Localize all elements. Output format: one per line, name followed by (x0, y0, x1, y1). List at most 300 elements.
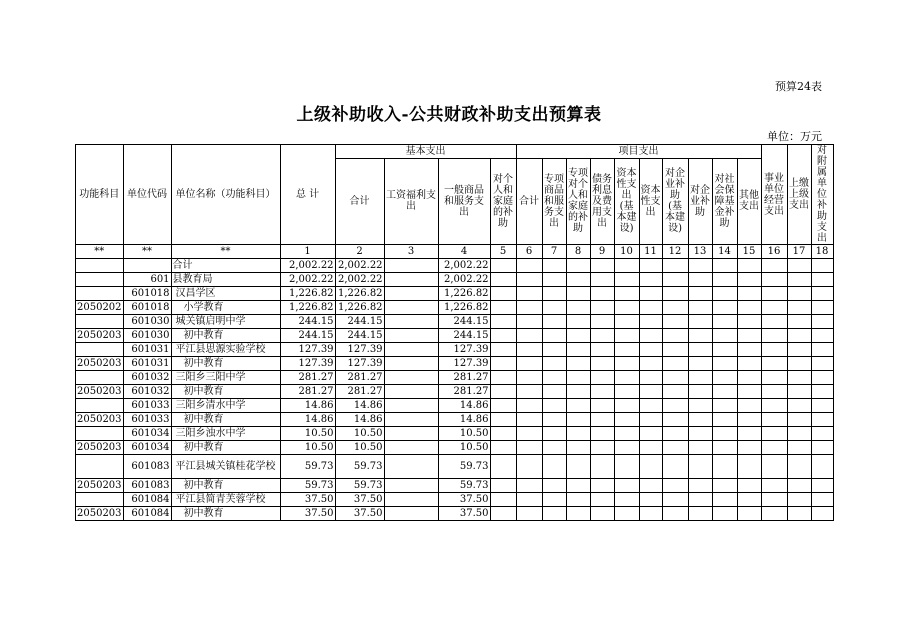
empty-cell (566, 371, 590, 385)
goods-services-cell: 2,002.22 (438, 273, 490, 287)
unit-code-cell: 601032 (123, 385, 171, 399)
total-cell: 14.86 (280, 413, 335, 427)
empty-cell (811, 479, 833, 493)
table-row (76, 413, 834, 427)
index-cell: ** (171, 245, 280, 259)
basic-total-cell: 281.27 (335, 385, 384, 399)
empty-cell (737, 427, 761, 441)
unit-name-cell: 初中教育 (171, 441, 280, 455)
header-basic: 基本支出 (335, 145, 516, 159)
empty-cell (590, 343, 614, 357)
empty-cell (639, 507, 662, 521)
unit-code-cell: 601084 (123, 507, 171, 521)
empty-cell (490, 301, 516, 315)
empty-cell (761, 441, 787, 455)
empty-cell (590, 479, 614, 493)
empty-cell (662, 427, 688, 441)
empty-cell (590, 441, 614, 455)
header-func: 功能科目 (76, 145, 124, 245)
empty-cell (662, 455, 688, 479)
empty-cell (490, 427, 516, 441)
unit-name-cell: 平江县城关镇桂花学校 (171, 455, 280, 479)
empty-cell (542, 259, 566, 273)
empty-cell (712, 441, 737, 455)
empty-cell (490, 371, 516, 385)
empty-cell (516, 315, 542, 329)
unit-code-cell: 601083 (123, 479, 171, 493)
empty-cell (787, 427, 811, 441)
unit-name-cell: 三阳乡清水中学 (171, 399, 280, 413)
empty-cell (590, 385, 614, 399)
empty-cell (516, 259, 542, 273)
func-code-cell: 2050203 (77, 480, 122, 491)
index-cell: 14 (712, 245, 737, 259)
index-cell: 18 (811, 245, 833, 259)
empty-cell (688, 315, 712, 329)
empty-cell (590, 427, 614, 441)
empty-cell (566, 479, 590, 493)
header-tail-1: 事业单位经营支出 (761, 145, 787, 245)
empty-cell (688, 493, 712, 507)
empty-cell (516, 385, 542, 399)
empty-cell (787, 343, 811, 357)
index-cell: ** (76, 245, 124, 259)
empty-cell (712, 385, 737, 399)
empty-cell (662, 493, 688, 507)
basic-total-cell: 37.50 (335, 493, 384, 507)
unit-code-cell: 601030 (123, 329, 171, 343)
empty-cell (712, 273, 737, 287)
index-cell: 5 (490, 245, 516, 259)
empty-cell (688, 479, 712, 493)
header-tail-3: 对附属单位补助支出 (811, 145, 833, 245)
header-project-sub: 债务利息及费用支出 (590, 158, 614, 244)
table-row (76, 507, 834, 521)
basic-total-cell: 1,226.82 (335, 287, 384, 301)
empty-cell (712, 329, 737, 343)
empty-cell (516, 343, 542, 357)
empty-cell (761, 259, 787, 273)
unit-name-cell: 初中教育 (171, 385, 280, 399)
table-row (76, 259, 834, 273)
index-cell: 4 (438, 245, 490, 259)
table-row (76, 441, 834, 455)
empty-cell (761, 301, 787, 315)
goods-services-cell: 10.50 (438, 441, 490, 455)
unit-name-cell: 合计 (171, 259, 280, 273)
goods-services-cell: 281.27 (438, 385, 490, 399)
empty-cell (614, 329, 639, 343)
empty-cell (688, 427, 712, 441)
empty-cell (516, 441, 542, 455)
empty-cell (542, 493, 566, 507)
empty-cell (761, 413, 787, 427)
table-row (76, 427, 834, 441)
table-row (76, 385, 834, 399)
func-code-cell (76, 399, 124, 413)
empty-cell (516, 273, 542, 287)
empty-cell (516, 455, 542, 479)
empty-cell (639, 441, 662, 455)
empty-cell (490, 413, 516, 427)
unit-name-cell: 初中教育 (171, 329, 280, 343)
unit-name-cell: 平江县思源实验学校 (171, 343, 280, 357)
empty-cell (712, 301, 737, 315)
empty-cell (614, 273, 639, 287)
unit-name-cell: 县教育局 (171, 273, 280, 287)
empty-cell (590, 287, 614, 301)
empty-cell (811, 329, 833, 343)
empty-cell (662, 259, 688, 273)
goods-services-cell: 14.86 (438, 399, 490, 413)
empty-cell (542, 427, 566, 441)
goods-services-cell: 10.50 (438, 427, 490, 441)
empty-cell (639, 315, 662, 329)
unit-code-cell (123, 259, 171, 273)
empty-cell (614, 399, 639, 413)
empty-cell (787, 493, 811, 507)
empty-cell (737, 479, 761, 493)
empty-cell (490, 385, 516, 399)
goods-services-cell: 37.50 (438, 493, 490, 507)
empty-cell (787, 273, 811, 287)
empty-cell (662, 479, 688, 493)
goods-services-cell: 281.27 (438, 371, 490, 385)
unit-name-cell: 三阳乡浊水中学 (171, 427, 280, 441)
empty-cell (614, 427, 639, 441)
goods-services-cell: 59.73 (438, 455, 490, 479)
func-code-cell: 2050203 (77, 508, 122, 519)
empty-cell (662, 343, 688, 357)
index-cell: 7 (542, 245, 566, 259)
empty-cell (761, 399, 787, 413)
empty-cell (712, 413, 737, 427)
unit-code-cell: 601 (123, 273, 171, 287)
unit-code-cell: 601018 (123, 287, 171, 301)
wage-cell (384, 413, 438, 427)
unit-code-cell: 601031 (123, 343, 171, 357)
empty-cell (542, 413, 566, 427)
index-cell: 1 (280, 245, 335, 259)
header-project-sub: 专项对个人和家庭的补助 (566, 158, 590, 244)
wage-cell (384, 287, 438, 301)
empty-cell (737, 329, 761, 343)
total-cell: 244.15 (280, 329, 335, 343)
empty-cell (566, 441, 590, 455)
empty-cell (712, 455, 737, 479)
empty-cell (590, 301, 614, 315)
empty-cell (490, 399, 516, 413)
empty-cell (761, 329, 787, 343)
table-row (76, 273, 834, 287)
empty-cell (542, 315, 566, 329)
empty-cell (662, 413, 688, 427)
unit-code-cell: 601034 (123, 427, 171, 441)
empty-cell (614, 441, 639, 455)
wage-cell (384, 479, 438, 493)
empty-cell (566, 399, 590, 413)
empty-cell (639, 427, 662, 441)
empty-cell (761, 385, 787, 399)
empty-cell (662, 287, 688, 301)
table-row (76, 455, 834, 479)
wage-cell (384, 507, 438, 521)
unit-name-cell: 初中教育 (171, 413, 280, 427)
empty-cell (787, 455, 811, 479)
empty-cell (639, 301, 662, 315)
header-code: 单位代码 (123, 145, 171, 245)
empty-cell (614, 357, 639, 371)
empty-cell (787, 385, 811, 399)
header-project-sub: 专项商品和服务支出 (542, 158, 566, 244)
empty-cell (737, 259, 761, 273)
table-row (76, 329, 834, 343)
empty-cell (639, 329, 662, 343)
total-cell: 10.50 (280, 441, 335, 455)
func-code-cell: 2050202 (77, 302, 122, 313)
wage-cell (384, 273, 438, 287)
header-project-sub: 对企业补助(基本建设) (662, 158, 688, 244)
table-row (76, 371, 834, 385)
empty-cell (688, 273, 712, 287)
budget-table (75, 144, 834, 521)
func-code-cell: 2050203 (77, 358, 122, 369)
table-number: 预算24表 (775, 80, 822, 93)
empty-cell (516, 399, 542, 413)
empty-cell (566, 315, 590, 329)
header-project-sub: 对企业补助 (688, 158, 712, 244)
empty-cell (737, 507, 761, 521)
empty-cell (639, 493, 662, 507)
table-row (76, 287, 834, 301)
func-code-cell (76, 343, 124, 357)
func-code-cell (76, 259, 124, 273)
total-cell: 1,226.82 (280, 287, 335, 301)
empty-cell (761, 343, 787, 357)
empty-cell (614, 259, 639, 273)
empty-cell (490, 329, 516, 343)
empty-cell (787, 287, 811, 301)
empty-cell (712, 427, 737, 441)
unit-name-cell: 平江县简青芙蓉学校 (171, 493, 280, 507)
goods-services-cell: 1,226.82 (438, 301, 490, 315)
header-basic-sub: 工资福利支出 (384, 158, 438, 244)
empty-cell (639, 273, 662, 287)
wage-cell (384, 455, 438, 479)
empty-cell (737, 343, 761, 357)
func-code-cell (76, 287, 124, 301)
empty-cell (490, 315, 516, 329)
unit-code-cell: 601033 (123, 413, 171, 427)
empty-cell (516, 413, 542, 427)
unit-code-cell: 601033 (123, 399, 171, 413)
header-project: 项目支出 (516, 145, 761, 159)
empty-cell (542, 301, 566, 315)
empty-cell (811, 493, 833, 507)
empty-cell (614, 507, 639, 521)
empty-cell (737, 315, 761, 329)
empty-cell (737, 493, 761, 507)
empty-cell (516, 287, 542, 301)
empty-cell (614, 287, 639, 301)
empty-cell (590, 329, 614, 343)
basic-total-cell: 2,002.22 (335, 259, 384, 273)
empty-cell (737, 399, 761, 413)
basic-total-cell: 10.50 (335, 441, 384, 455)
header-name: 单位名称（功能科目） (171, 145, 280, 245)
empty-cell (737, 287, 761, 301)
total-cell: 14.86 (280, 399, 335, 413)
empty-cell (490, 357, 516, 371)
index-cell: 15 (737, 245, 761, 259)
empty-cell (761, 273, 787, 287)
empty-cell (811, 287, 833, 301)
header-project-sub: 其他支出 (737, 158, 761, 244)
empty-cell (712, 399, 737, 413)
unit-code-cell: 601034 (123, 441, 171, 455)
goods-services-cell: 2,002.22 (438, 259, 490, 273)
index-cell: 10 (614, 245, 639, 259)
empty-cell (490, 259, 516, 273)
empty-cell (566, 287, 590, 301)
empty-cell (566, 259, 590, 273)
empty-cell (737, 441, 761, 455)
table-row (76, 399, 834, 413)
goods-services-cell: 14.86 (438, 413, 490, 427)
empty-cell (639, 399, 662, 413)
empty-cell (490, 273, 516, 287)
empty-cell (761, 315, 787, 329)
total-cell: 127.39 (280, 357, 335, 371)
func-code-cell (76, 315, 124, 329)
empty-cell (490, 441, 516, 455)
empty-cell (787, 507, 811, 521)
header-project-sub: 合计 (516, 158, 542, 244)
wage-cell (384, 427, 438, 441)
empty-cell (811, 385, 833, 399)
empty-cell (590, 493, 614, 507)
empty-cell (688, 329, 712, 343)
basic-total-cell: 14.86 (335, 399, 384, 413)
unit-name-cell: 城关镇启明中学 (171, 315, 280, 329)
empty-cell (614, 315, 639, 329)
empty-cell (662, 329, 688, 343)
empty-cell (712, 493, 737, 507)
empty-cell (614, 385, 639, 399)
empty-cell (761, 427, 787, 441)
goods-services-cell: 1,226.82 (438, 287, 490, 301)
empty-cell (811, 315, 833, 329)
empty-cell (737, 273, 761, 287)
empty-cell (688, 357, 712, 371)
empty-cell (542, 329, 566, 343)
empty-cell (590, 507, 614, 521)
empty-cell (737, 371, 761, 385)
basic-total-cell: 37.50 (335, 507, 384, 521)
empty-cell (761, 371, 787, 385)
header-tail-2: 上缴上级支出 (787, 145, 811, 245)
empty-cell (639, 343, 662, 357)
unit-code-cell: 601030 (123, 315, 171, 329)
empty-cell (614, 343, 639, 357)
basic-total-cell: 127.39 (335, 357, 384, 371)
unit-label: 单位：万元 (767, 130, 822, 143)
empty-cell (688, 399, 712, 413)
func-code-cell: 2050203 (77, 330, 122, 341)
empty-cell (639, 259, 662, 273)
index-cell: 11 (639, 245, 662, 259)
index-row (76, 245, 834, 259)
index-cell: 9 (590, 245, 614, 259)
empty-cell (811, 273, 833, 287)
wage-cell (384, 329, 438, 343)
empty-cell (566, 273, 590, 287)
func-code-cell: 2050203 (77, 442, 122, 453)
wage-cell (384, 385, 438, 399)
index-cell: 8 (566, 245, 590, 259)
empty-cell (712, 315, 737, 329)
empty-cell (590, 455, 614, 479)
func-code-cell (76, 371, 124, 385)
basic-total-cell: 59.73 (335, 479, 384, 493)
empty-cell (761, 357, 787, 371)
basic-total-cell: 1,226.82 (335, 301, 384, 315)
empty-cell (662, 357, 688, 371)
empty-cell (542, 479, 566, 493)
unit-name-cell: 初中教育 (171, 357, 280, 371)
wage-cell (384, 301, 438, 315)
empty-cell (712, 287, 737, 301)
empty-cell (566, 455, 590, 479)
empty-cell (811, 441, 833, 455)
total-cell: 59.73 (280, 455, 335, 479)
empty-cell (811, 371, 833, 385)
empty-cell (761, 479, 787, 493)
empty-cell (614, 413, 639, 427)
empty-cell (542, 357, 566, 371)
empty-cell (639, 455, 662, 479)
empty-cell (542, 273, 566, 287)
empty-cell (662, 315, 688, 329)
basic-total-cell: 244.15 (335, 315, 384, 329)
table-row (76, 479, 834, 493)
goods-services-cell: 37.50 (438, 507, 490, 521)
goods-services-cell: 244.15 (438, 315, 490, 329)
empty-cell (566, 413, 590, 427)
wage-cell (384, 371, 438, 385)
empty-cell (787, 399, 811, 413)
empty-cell (787, 441, 811, 455)
wage-cell (384, 315, 438, 329)
total-cell: 281.27 (280, 371, 335, 385)
empty-cell (688, 259, 712, 273)
empty-cell (542, 399, 566, 413)
header-project-sub: 对社会保障基金补助 (712, 158, 737, 244)
empty-cell (787, 479, 811, 493)
total-cell: 281.27 (280, 385, 335, 399)
empty-cell (542, 343, 566, 357)
empty-cell (688, 385, 712, 399)
empty-cell (590, 259, 614, 273)
empty-cell (761, 507, 787, 521)
empty-cell (737, 455, 761, 479)
empty-cell (639, 357, 662, 371)
empty-cell (516, 427, 542, 441)
empty-cell (639, 479, 662, 493)
unit-name-cell: 汉昌学区 (171, 287, 280, 301)
empty-cell (712, 343, 737, 357)
empty-cell (688, 343, 712, 357)
